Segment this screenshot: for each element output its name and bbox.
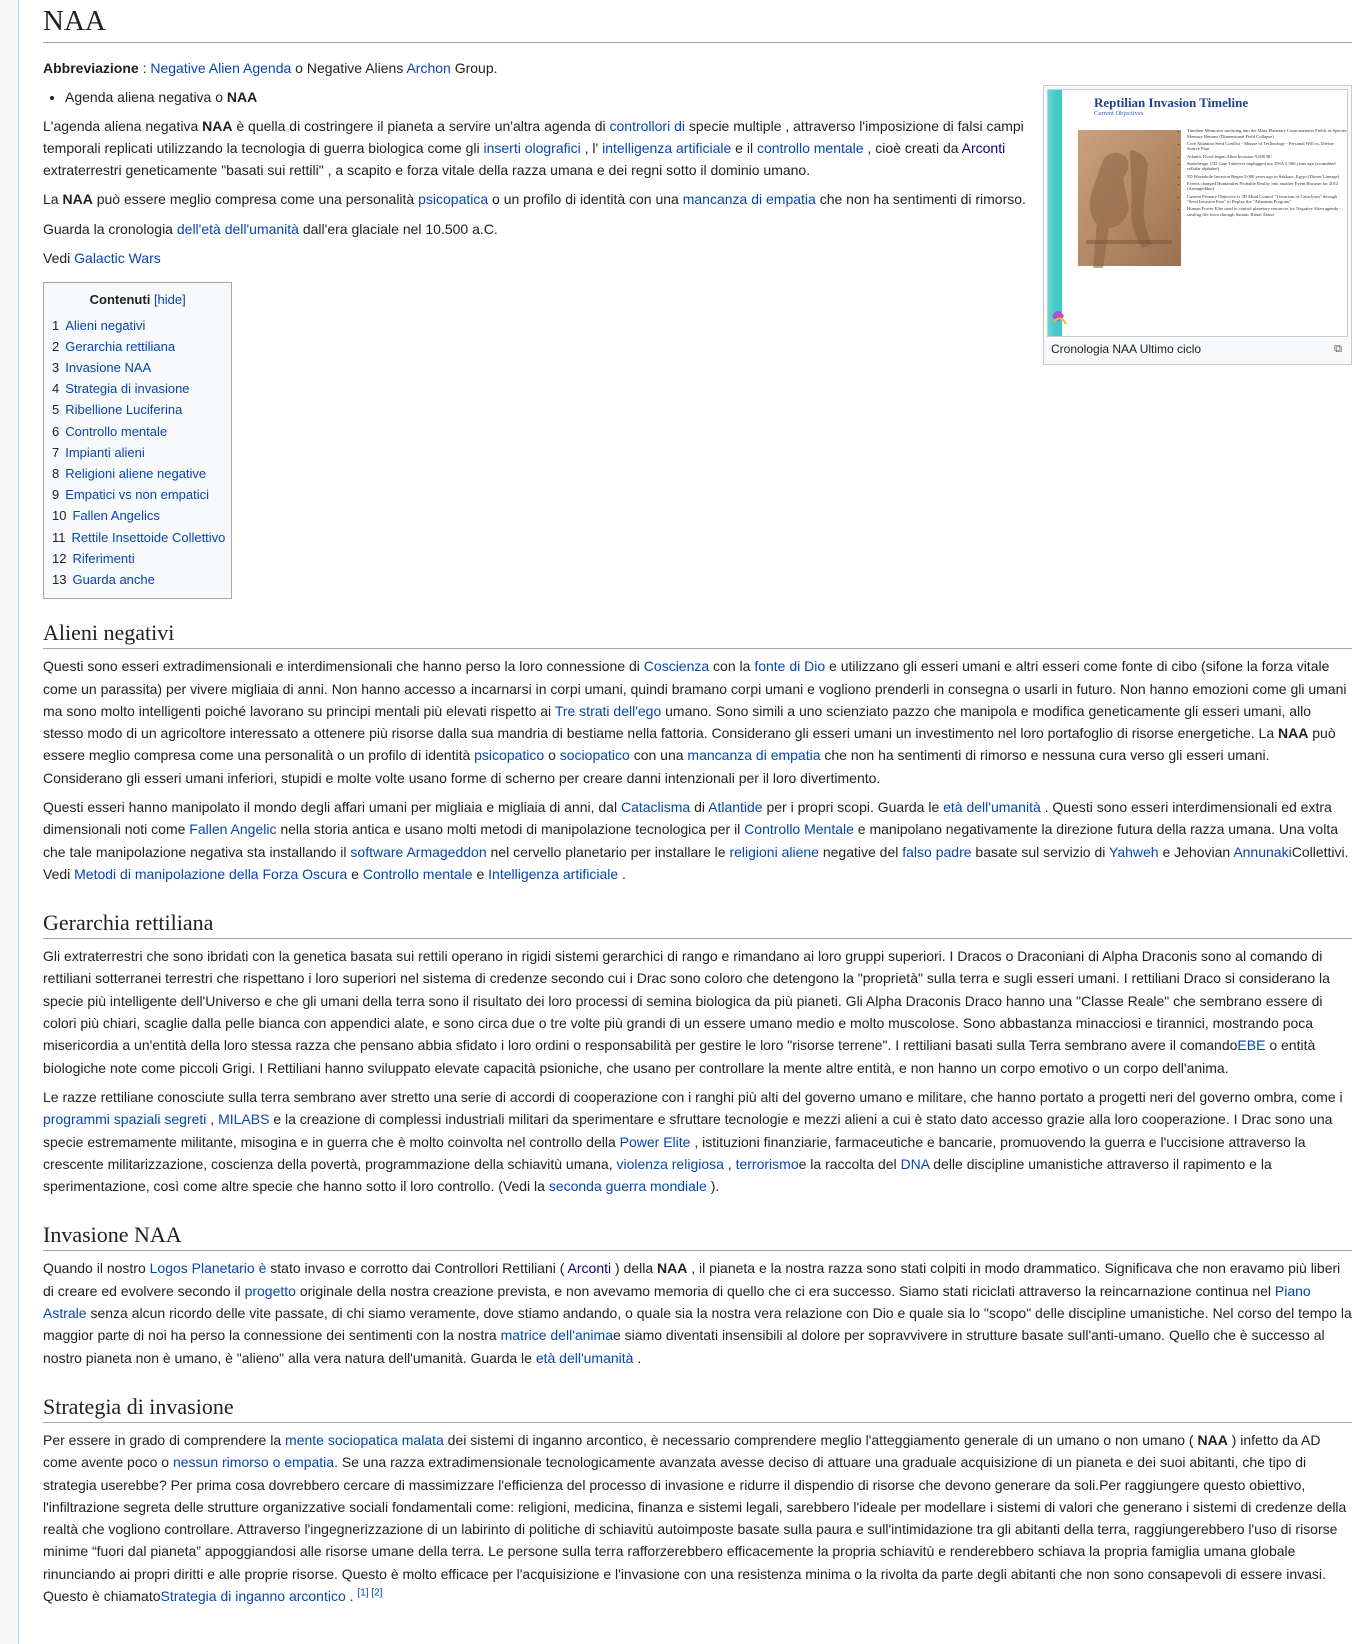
toc-item-link[interactable]: Ribellione Luciferina <box>65 402 183 418</box>
thumbnail-caption <box>1047 337 1348 357</box>
link-negative-alien-agenda[interactable]: Negative Alien Agenda <box>150 60 292 76</box>
link-religioni-aliene[interactable]: religioni aliene <box>729 843 819 860</box>
toc-item-number: 8 <box>52 466 60 481</box>
link-atlantide[interactable]: Atlantide <box>708 799 763 815</box>
toc-item-link[interactable]: Fallen Angelics <box>72 508 160 524</box>
abbr-mid: o Negative Aliens <box>291 60 407 76</box>
link-coscienza[interactable]: Coscienza <box>643 658 710 675</box>
abbr-label: Abbreviazione <box>43 60 139 76</box>
bullet-text: Agenda aliena negativa o <box>65 89 227 106</box>
abbr-bullet <box>65 86 1043 108</box>
s4-paragraph-1: Per essere in grado di comprendere la mente sociopatica malata dei sistemi di inganno arcontico, è necessario comprendere meglio l'atteggiamento generale di un umano o non umano ( NAA ) infetto da AD come avente poco o nessun rimorso o empatia. Se una razza extradimensionale tecnologicamente avanzata avesse deciso di attuare una graduale acquisizione di un pianeta e dei suoi abitanti, che tipo di strategia userebbe? Per prima cosa dovrebbero cercare di massimizzare l'efficienza del processo di invasione e ridurre il dispendio di risorse che devono generare da soli.Per raggiungere questo obiettivo, l'infiltrazione segreta delle strutture organizzative sociali fondamentali come: religioni, medicina, finanza e sistemi legali, sarebbero l'ideale per modellare i sistemi di valori che generano i sistemi di credenze della realtà che vogliono controllare. Attraverso l'ingegnerizzazione di un labirinto di politiche di schiavitù autoimposte basate sulla paura e sull'intimidazione tra gli abitanti della terra, raggiungerebbero l'uso di risorse minime “fuori dal pianeta” appoggiandosi alle risorse umane della terra. Le persone sulla terra rafforzerebbero efficacemente la propria schiavitù e renderebbero schiava la propria famiglia umana globale rinunciando ai propri diritti e alle proprie risorse. Questo è molto efficace per l'acquisizione e l'invasione con una resistenza minima o la rivolta da parte degli abitanti che non sono consapevoli di essere invasi. Questo è chiamatoStrategia di inganno arcontico . [1] [2] <box>43 1431 1347 1605</box>
toc-item[interactable] <box>52 527 225 548</box>
link-intelligenza-artificiale[interactable]: intelligenza artificiale <box>602 139 732 156</box>
link-programmi-spaziali-segreti[interactable]: programmi spaziali segreti <box>43 1111 207 1128</box>
image-bullet: ▪ Timeline Memories surfacing into the Mass Planetary Consciousness Fields as Species Memory Returns (Dimensional Field Collapse) <box>1187 128 1347 139</box>
toc-title-text: Contenuti <box>89 292 151 308</box>
toc-item-number: 11 <box>52 529 66 545</box>
image-bullet-list <box>1179 128 1347 219</box>
lead-paragraph-3: Guarda la cronologia dell'età dell'umanità dall'era glaciale nel 10.500 a.C. <box>43 220 498 237</box>
enlarge-icon[interactable]: ⧉ <box>1334 343 1342 355</box>
s2-paragraph-2: Le razze rettiliane conosciute sulla terra sembrano aver stretto una serie di accordi di cooperazione con i ranghi più alti del governo umano e militare, che hanno portato a progetti neri del governo ombra, come i programmi spaziali segreti , MILABS e la creazione di complessi industriali militari da sperimentare e sfruttare tecnologie e mezzi alieni a cui è stato dato accesso grazie alla loro cooperazione. I Drac sono una specie estremamente militante, misogina e in guerra che è molto coinvolta nel controllo della Power Elite , istituzioni finanziarie, farmaceutiche e bancarie, promuovendo la guerra e l'uccisione attraverso la crescente militarizzazione, coscienza della povertà, programmazione della schiavitù umana, violenza religiosa , terrorismoe la raccolta del DNA delle discipline umanistiche attraverso il rapimento e la sperimentazione, così come altre specie che hanno sotto il loro controllo. (Vedi la seconda guerra mondiale ). <box>43 1088 1343 1195</box>
toc-item-number: 13 <box>52 572 67 588</box>
heading-gerarchia-rettiliana: Gerarchia rettiliana <box>43 909 1352 939</box>
toc-item-link[interactable]: Riferimenti <box>72 550 135 566</box>
toc-item-number: 3 <box>52 359 60 375</box>
link-logos-planetario[interactable]: Logos Planetario è <box>149 1260 267 1277</box>
link-falso-padre[interactable]: falso padre <box>902 843 972 860</box>
lead-section <box>43 57 1043 269</box>
link-piano-astrale[interactable]: Piano Astrale <box>43 1282 1311 1322</box>
link-archon[interactable]: Archon <box>406 60 451 76</box>
toc-item-number: 9 <box>52 487 60 503</box>
left-gutter <box>0 0 18 1644</box>
toc-item-number: 12 <box>52 550 67 566</box>
image-bullet: ▪ Atlantis Flood began Alien Invasion 9,600 BC <box>1187 154 1347 160</box>
toc-item[interactable] <box>52 569 225 590</box>
s1-paragraph-1: Questi sono esseri extradimensionali e interdimensionali che hanno perso la loro connessione di Coscienza con la fonte di Dio e utilizzano gli esseri umani e altri esseri come fonte di cibo (sifone la forza vitale come un parassita) per vivere migliaia di anni. Non hanno accesso a incarnarsi in corpi umani, quindi bramano corpi umani e vogliono prenderli in consegna o usarli in futuro. Non hanno emozioni come gli umani ma sono molto intelligenti poiché lavorano su principi mentali più elevati rispetto ai Tre strati dell'ego umano. Sono simili a uno scienziato pazzo che manipola e modifica geneticamente gli esseri umani, allo stesso modo di un agricoltore interessato a ottenere più risorse dalla sua mandria di bestiame nella fattoria. Considerano gli esseri umani un investimento nel loro portafoglio di risorse energetiche. La NAA può essere meglio compresa come una personalità o un profilo di identità psicopatico o sociopatico con una mancanza di empatia che non ha sentimenti di rimorso e nessuna cura verso gli esseri umani. Considerano gli esseri umani inferiori, stupidi e molte volte usano forme di scherno per creare danni intenzionali per il loro divertimento. <box>43 658 1347 786</box>
toc-item-link[interactable]: Empatici vs non empatici <box>65 487 210 503</box>
abbreviation-line <box>43 57 1043 79</box>
link-progetto[interactable]: progetto <box>244 1282 296 1299</box>
toc-item[interactable] <box>52 505 225 526</box>
link-mancanza-di-empatia[interactable]: mancanza di empatia <box>682 191 816 208</box>
link-metodi-manipolazione[interactable]: Metodi di manipolazione della Forza Oscura <box>74 865 348 882</box>
toc-item-link[interactable]: Guarda anche <box>72 572 155 588</box>
image-bullet: ▪ Current Primary Objective is 3D Mind Control "Terrorism or Cataclysm" through "Seed Invasion Fear" to Replay the "Atlantean Program" <box>1187 194 1347 205</box>
toc-item[interactable] <box>52 315 225 336</box>
image-bullet: ▪ Stonehenge 11D Gate Takeover unplugged our DNA 5,500 years ago (scrambled cellular alphabet) <box>1187 161 1347 172</box>
reference-2[interactable]: [2] <box>371 1587 383 1599</box>
link-psicopatica[interactable]: psicopatica <box>418 191 489 208</box>
abbr-bullets <box>65 86 1043 108</box>
image-subtitle: Current Objectives <box>1094 110 1144 117</box>
toc-item-number: 7 <box>52 444 60 460</box>
toc-item[interactable] <box>52 336 225 357</box>
link-sociopatico[interactable]: sociopatico <box>559 747 630 764</box>
link-controllo-mentale-3[interactable]: Controllo mentale <box>362 865 473 882</box>
link-yahweh[interactable]: Yahweh <box>1109 843 1159 860</box>
reference-1[interactable]: [1] <box>357 1587 369 1599</box>
image-bullet: ▪ 5D Wormhole Invasion Began 5,000 years ago in Sakkara, Egypt (Djoser Lineage) <box>1187 174 1347 180</box>
toc-item-number: 1 <box>52 317 60 333</box>
link-controllori[interactable]: controllori di <box>609 117 685 134</box>
heading-invasione-naa: Invasione NAA <box>43 1221 1352 1251</box>
toc-item-link[interactable]: Impianti alieni <box>65 444 145 460</box>
toc-item-number: 6 <box>52 423 60 439</box>
abbr-sep: : <box>138 60 151 76</box>
abbr-end: Group. <box>450 60 498 76</box>
bullet-bold: NAA <box>226 89 258 106</box>
link-seconda-guerra-mondiale[interactable]: seconda guerra mondiale <box>548 1178 707 1195</box>
toc-item-number: 5 <box>52 402 60 418</box>
toc-item-link[interactable]: Gerarchia rettiliana <box>65 338 176 354</box>
s3-paragraph-1: Quando il nostro Logos Planetario è stato invaso e corrotto dai Controllori Rettiliani ( Arconti ) della NAA , il pianeta e la nostra razza sono stati colpiti in modo drammatico. Significava che non eravamo più liberi di creare ed evolvere secondo il progetto originale della nostra creazione prevista, e non avevamo memoria di quello che ci era successo. Siamo stati riciclati attraverso la reincarnazione continua nel Piano Astrale senza alcun ricordo delle vite passate, di chi siamo veramente, dove stiamo andando, o quale sia la nostra vera relazione con Dio e quale sia lo "scopo" delle discipline umanistiche. Nel corso del tempo la maggior parte di noi ha perso la connessione dei sentimenti con la nostra matrice dell'animae siamo diventati insensibili al dolore per sopravvivere in strutture basate sull'anti-umano. Quello che è successo al nostro pianeta non è umano, è "alieno" alla vera natura dell'umanità. Guarda le età dell'umanità . <box>43 1260 1352 1366</box>
link-milabs[interactable]: MILABS <box>218 1111 270 1128</box>
link-matrice-anima[interactable]: matrice dell'anima <box>500 1327 613 1344</box>
link-fallen-angelic[interactable]: Fallen Angelic <box>189 821 277 838</box>
lead-paragraph-1: L'agenda aliena negativa NAA è quella di costringere il pianeta a servire un'altra agenda di controllori di specie multiple , attraverso l'imposizione di falsi campi temporali replicati utilizzando la tecnologia di guerra biologica come gli inserti olografici , l' intelligenza artificiale e il controllo mentale , cioè creati da Arconti extraterrestri geneticamente "basati sui rettili" , a scapito e forza vitale della razza umana e dei regni sotto il dominio umano. <box>43 117 1024 179</box>
link-dna[interactable]: DNA <box>900 1155 930 1172</box>
toc-item[interactable] <box>52 378 225 399</box>
timeline-image[interactable] <box>1047 89 1348 337</box>
link-cataclisma[interactable]: Cataclisma <box>620 799 691 815</box>
link-violenza-religiosa[interactable]: violenza religiosa <box>616 1155 724 1172</box>
link-eta-umanita-3[interactable]: età dell'umanità <box>535 1349 634 1366</box>
toc-list <box>50 315 225 591</box>
toc-item[interactable] <box>52 463 225 484</box>
image-title: Reptilian Invasion Timeline <box>1094 95 1249 110</box>
toc-item-link[interactable]: Religioni aliene negative <box>65 466 207 481</box>
s2-paragraph-1: Gli extraterrestri che sono ibridati con la genetica basata sui rettili operano in rigidi sistemi gerarchici di rango e rimandano ai loro gruppi superiori. I Dracos o Draconiani di Alpha Draconis sono al comando di rettiliani sotterranei terrestri che rispettano i loro superiori nel sistema di credenze secondo cui i Drac sono coloro che detengono la "proprietà" sulla terra e sugli esseri umani. I rettiliani Draco si considerano la specie più intelligente dell'Universo e che gli umani della terra sono il risultato dei loro processi di semina biologica da più pianeti. Gli Alpha Draconis Draco hanno una "Classe Reale" che sembrano essere di colori più chiari, scaglie dalla pelle bianca con appendici alate, e sono circa due o tre volte più grandi di un essere umano medio e molto muscolose. Sono abbastanza minacciosi e tirannici, mostrando poca misericordia a un'entità della loro stessa razza che pensano abbia sfidato i loro ordini o responsabilità per gestire le loro "risorse terrene". I rettiliani basati sulla Terra sembrano avere il comandoEBE o entità biologiche note come piccoli Grigi. I Rettiliani hanno sviluppato elevate capacità psioniche, che usano per controllare la mente altre entità, e non hanno un corpo emotivo o un corpo dell'anima. <box>43 948 1330 1076</box>
lead-paragraph-2: La NAA può essere meglio compresa come una personalità psicopatica o un profilo di identità con una mancanza di empatia che non ha sentimenti di rimorso. <box>43 191 1026 208</box>
toc-item-number: 2 <box>52 338 60 354</box>
link-mente-sociopatica[interactable]: mente sociopatica malata <box>285 1431 444 1448</box>
toc-item-link[interactable]: Strategia di invasione <box>65 381 190 397</box>
link-intelligenza-artificiale-2[interactable]: Intelligenza artificiale <box>488 865 619 882</box>
toc-item-number: 4 <box>52 381 60 397</box>
toc-title <box>50 289 225 310</box>
toc-item-link[interactable]: Invasione NAA <box>65 359 152 375</box>
toc-item[interactable] <box>52 421 225 442</box>
toc-item[interactable] <box>52 399 225 420</box>
link-tre-strati-ego[interactable]: Tre strati dell'ego <box>554 702 662 719</box>
heading-strategia-di-invasione: Strategia di invasione <box>43 1393 1352 1423</box>
table-of-contents <box>43 282 232 599</box>
image-bullet: ▪ Events changed Humanities Probable Reality into another Event Horizon for 2012 (Armageddon) <box>1187 181 1347 192</box>
toc-item[interactable] <box>52 484 225 505</box>
link-inserti-olografici[interactable]: inserti olografici <box>483 139 581 156</box>
article-content <box>18 0 1364 1644</box>
image-bullet: ▪ Core Atlantian Seed Conflict - Misuse of Technology - Personal Will vs. Divine Source Plan <box>1187 141 1347 152</box>
link-strategia-inganno[interactable]: Strategia di inganno arcontico <box>160 1588 346 1605</box>
link-ebe[interactable]: EBE <box>1237 1037 1266 1054</box>
link-nessun-rimorso[interactable]: nessun rimorso o empatia <box>172 1454 335 1471</box>
link-arconti-2[interactable]: Arconti <box>567 1260 612 1277</box>
link-controllo-mentale[interactable]: controllo mentale <box>756 139 864 156</box>
thumbnail <box>1043 85 1352 365</box>
s1-paragraph-2: Questi esseri hanno manipolato il mondo degli affari umani per migliaia e migliaia di anni, dal Cataclisma di Atlantide per i propri scopi. Guarda le età dell'umanità . Questi sono esseri interdimensionali ed extra dimensionali noti come Fallen Angelic nella storia antica e usano molti metodi di manipolazione tecnologica per il Controllo Mentale e manipolano negativamente la direzione futura della razza umana. Una volta che tale manipolazione negativa sta installando il software Armageddon nel cervello planetario per installare le religioni aliene negative del falso padre basate sul servizio di Yahweh e Jehovian AnnunakiCollettivi. Vedi Metodi di manipolazione della Forza Oscura e Controllo mentale e Intelligenza artificiale . <box>43 799 1349 882</box>
toc-item[interactable] <box>52 442 225 463</box>
link-psicopatico[interactable]: psicopatico <box>474 747 545 764</box>
toc-hide-link[interactable]: [hide] <box>153 292 186 308</box>
page-title: NAA <box>43 4 1352 43</box>
link-annunaki[interactable]: Annunaki <box>1233 843 1292 860</box>
link-galactic-wars[interactable]: Galactic Wars <box>74 250 161 267</box>
link-mancanza-empatia-2[interactable]: mancanza di empatia <box>687 747 821 764</box>
link-eta-umanita[interactable]: dell'età dell'umanità <box>176 220 299 237</box>
heading-alieni-negativi: Alieni negativi <box>43 619 1352 649</box>
link-software-armageddon[interactable]: software Armageddon <box>350 843 487 860</box>
toc-item[interactable] <box>52 357 225 378</box>
toc-item-link[interactable]: Controllo mentale <box>65 423 168 439</box>
toc-item-link[interactable]: Rettile Insettoide Collettivo <box>71 529 226 545</box>
lead-paragraph-4: Vedi Galactic Wars <box>43 250 161 267</box>
toc-item-link[interactable]: Alieni negativi <box>65 317 146 333</box>
link-fonte-di-dio[interactable]: fonte di Dio <box>754 658 826 675</box>
link-controllo-mentale-2[interactable]: Controllo Mentale <box>744 821 854 838</box>
link-power-elite[interactable]: Power Elite <box>619 1133 691 1150</box>
top-area <box>43 57 1352 599</box>
toc-item-number: 10 <box>52 508 67 524</box>
link-terrorismo[interactable]: terrorismo <box>735 1155 799 1172</box>
link-arconti[interactable]: Arconti <box>961 139 1006 156</box>
link-eta-umanita-2[interactable]: età dell'umanità <box>943 799 1041 815</box>
toc-item[interactable] <box>52 548 225 569</box>
caption-text: Cronologia NAA Ultimo ciclo <box>1051 342 1202 356</box>
image-bullet: ▪ Human Power Elite used to control planetary resources for Negative Alien agenda - stealing life force through Satanic Ritual Abuse <box>1187 206 1347 217</box>
